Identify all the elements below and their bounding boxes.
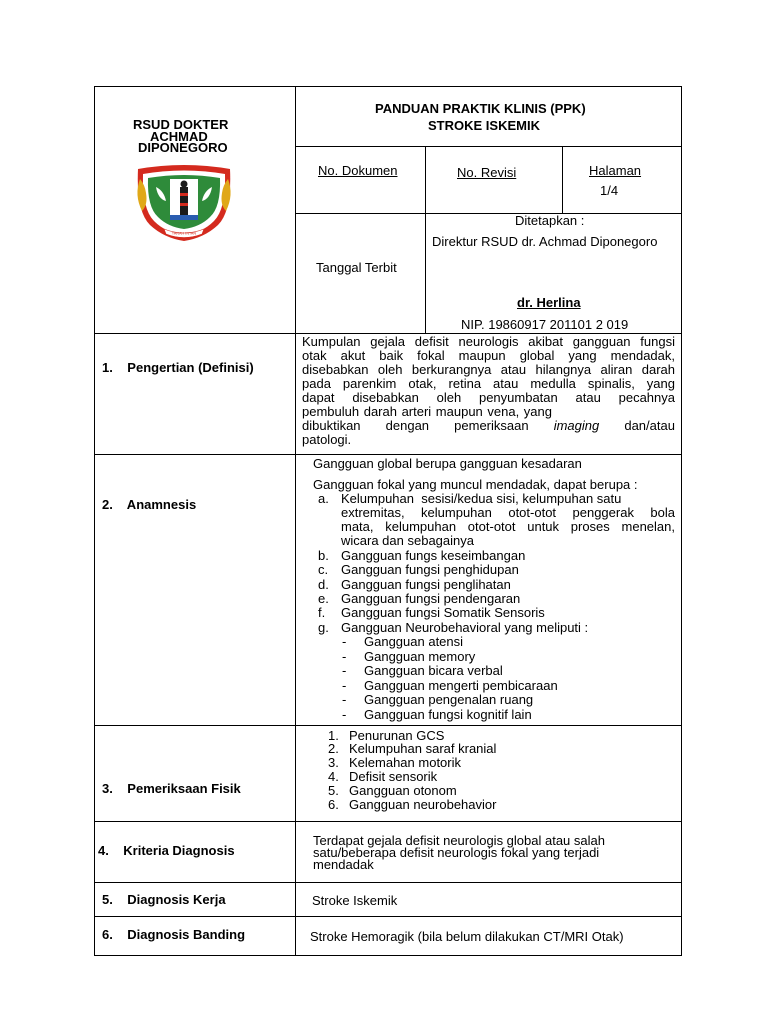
diagnosis-kerja-value: Stroke Iskemik [312,893,398,908]
list-item: Gangguan fungsi penglihatan [341,577,511,592]
item-letter: a. [318,491,329,506]
pengertian-word: dibuktikan [302,418,361,433]
numbered-index: 3. [328,755,339,770]
item-a-line: wicara dan sebagainya [341,533,474,548]
hospital-name-line-1: RSUD DOKTER [133,117,229,132]
list-item: Gangguan fungsi penghidupan [341,562,519,577]
sub-item: Gangguan atensi [364,634,464,649]
kriteria-line: satu/beberapa defisit neurologis fokal yang terjadi [313,845,600,860]
logo-motto: TANAH INTAN [171,231,197,236]
pemeriksaan-label: 3. Pemeriksaan Fisik [102,781,241,796]
pengertian-line: dapat disebabkan oleh penyumbatan atau pecahnya [302,390,675,405]
item-letter: c. [318,562,329,577]
item-letter: f. [318,605,326,620]
anamnesis-fokal-intro: Gangguan fokal yang muncul mendadak, dapat berupa : [313,477,638,492]
pengertian-line: pada parenkim otak, retina atau medulla spinalis, yang [302,376,675,391]
sub-item-dash: - [342,707,347,722]
numbered-index: 4. [328,769,339,784]
signer-name: dr. Herlina [517,295,581,310]
no-revisi-label: No. Revisi [457,165,517,180]
numbered-index: 1. [328,728,339,743]
pengertian-line: patologi. [302,432,352,447]
sub-item-dash: - [342,692,347,707]
list-item: Gangguan fungsi pendengaran [341,591,521,606]
numbered-item: Penurunan GCS [349,728,445,743]
hospital-name-line-3: DIPONEGORO [138,140,228,155]
kriteria-line: Terdapat gejala defisit neurologis global atau salah [313,833,605,848]
ditetapkan-label: Ditetapkan : [515,213,585,228]
sub-item: Gangguan fungsi kognitif lain [364,707,532,722]
pengertian-word: dan/atau [624,418,675,433]
item-a-line: mata, kelumpuhan otot-otot untuk proses menelan, [341,519,675,534]
numbered-index: 2. [328,741,339,756]
pengertian-label: 1. Pengertian (Definisi) [102,360,254,375]
diagnosis-kerja-label: 5. Diagnosis Kerja [102,892,226,907]
numbered-index: 5. [328,783,339,798]
pengertian-word-imaging: imaging [553,418,600,433]
pengertian-word: pemeriksaan [454,418,529,433]
diagnosis-banding-label: 6. Diagnosis Banding [102,927,246,942]
item-letter: b. [318,548,329,563]
pengertian-line: disebabkan oleh berkurangnya atau hilangnya aliran darah [302,362,675,377]
halaman-value: 1/4 [600,183,619,198]
numbered-item: Kelumpuhan saraf kranial [349,741,497,756]
item-letter: g. [318,620,329,635]
numbered-item: Gangguan neurobehavior [349,797,497,812]
sub-item-dash: - [342,663,347,678]
pengertian-line-7 [302,419,675,433]
sub-item: Gangguan pengenalan ruang [364,692,534,707]
sub-item: Gangguan memory [364,649,476,664]
pengertian-line: otak akut baik fokal maupun global yang mendadak, [302,348,675,363]
tanggal-terbit-label: Tanggal Terbit [316,260,397,275]
pengertian-line: pembuluh darah arteri maupun vena, yang [302,404,552,419]
kriteria-label: 4. Kriteria Diagnosis [98,843,235,858]
hospital-name-line-2: ACHMAD [150,129,208,144]
pengertian-word: dengan [385,418,430,433]
numbered-item: Defisit sensorik [349,769,438,784]
item-letter: d. [318,577,329,592]
numbered-index: 6. [328,797,339,812]
list-item: Gangguan fungs keseimbangan [341,548,526,563]
kriteria-line: mendadak [313,857,374,872]
halaman-label: Halaman [589,163,642,178]
anamnesis-global: Gangguan global berupa gangguan kesadaran [313,456,582,471]
numbered-item: Kelemahan motorik [349,755,461,770]
doc-title: PANDUAN PRAKTIK KLINIS (PPK) [375,101,586,116]
pengertian-line: Kumpulan gejala defisit neurologis akibat gangguan fungsi [302,334,675,349]
anamnesis-label: 2. Anamnesis [102,497,197,512]
item-a-line: Kelumpuhan sesisi/kedua sisi, kelumpuhan satu [341,491,622,506]
no-dokumen-label: No. Dokumen [318,163,398,178]
sub-item-dash: - [342,634,347,649]
hospital-logo [134,165,234,243]
signer-nip: NIP. 19860917 201101 2 019 [461,317,629,332]
sub-item: Gangguan bicara verbal [364,663,503,678]
sub-item: Gangguan mengerti pembicaraan [364,678,558,693]
direktur-label: Direktur RSUD dr. Achmad Diponegoro [432,234,658,249]
diagnosis-banding-value: Stroke Hemoragik (bila belum dilakukan CT/MRI Otak) [310,929,624,944]
sub-item-dash: - [342,678,347,693]
list-item: Gangguan Neurobehavioral yang meliputi : [341,620,589,635]
doc-subtitle: STROKE ISKEMIK [428,118,540,133]
item-letter: e. [318,591,329,606]
list-item: Gangguan fungsi Somatik Sensoris [341,605,545,620]
numbered-item: Gangguan otonom [349,783,457,798]
item-a-line: extremitas, kelumpuhan otot-otot penggerak bola [341,505,675,520]
sub-item-dash: - [342,649,347,664]
